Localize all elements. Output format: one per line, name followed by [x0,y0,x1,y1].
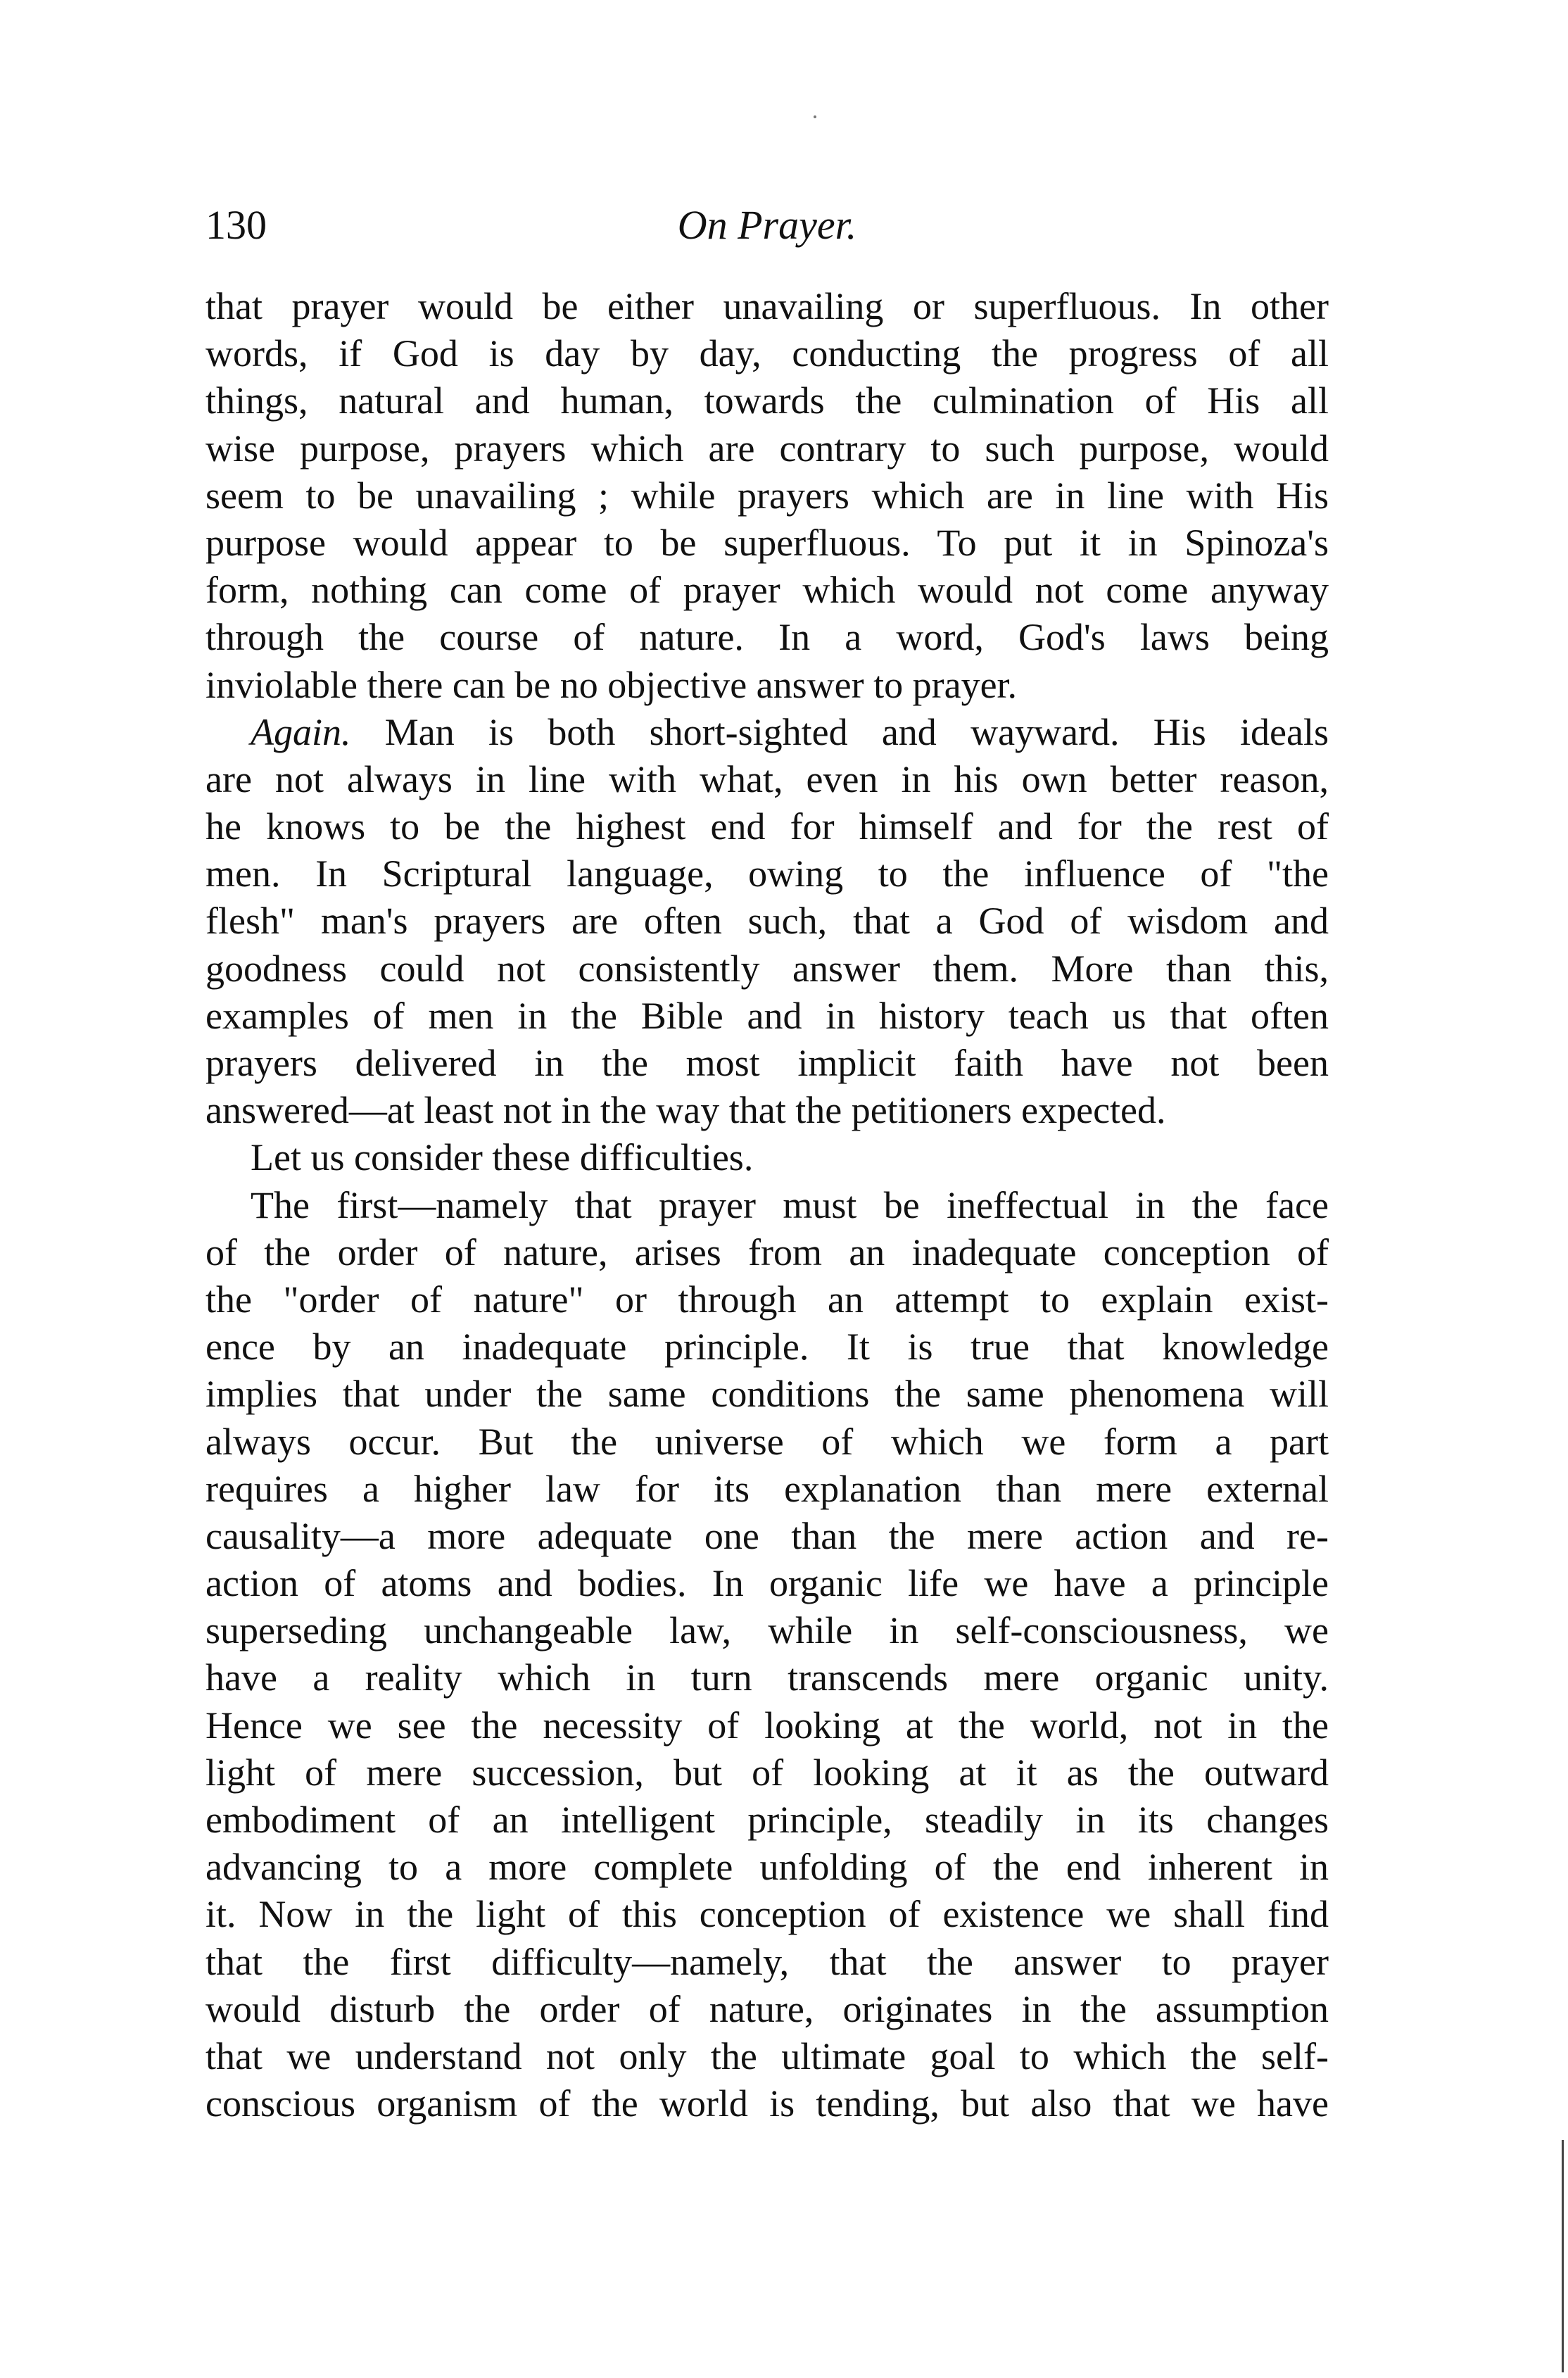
text-line: have a reality which in turn transcends mere organic unity. [206,1656,1329,1699]
text-line: Hence we see the necessity of looking at the world, not in the [206,1704,1329,1747]
text-line: purpose would appear to be superfluous. To put it in Spinoza's [206,521,1329,564]
page-number: 130 [206,202,267,248]
text-line: conscious organism of the world is tending, but also that we have [206,2082,1329,2125]
text-line: of the order of nature, arises from an inadequate conception of [206,1231,1329,1273]
text-line: causality—a more adequate one than the mere action and re- [206,1514,1329,1557]
text-line: would disturb the order of nature, originates in the assumption [206,1987,1329,2030]
running-head [206,199,1329,252]
text-line: the "order of nature" or through an attempt to explain exist- [206,1278,1329,1321]
text-line: light of mere succession, but of looking at it as the outward [206,1751,1329,1794]
text-line: goodness could not consistently answer them. More than this, [206,947,1329,990]
body-text [206,283,1329,2127]
text-line: men. In Scriptural language, owing to the influence of "the [206,853,1329,895]
lead-word-again: Again. [251,710,351,753]
text-line: prayers delivered in the most implicit faith have not been [206,1042,1329,1084]
text-line: always occur. But the universe of which we form a part [206,1420,1329,1463]
text-line: flesh" man's prayers are often such, that a God of wisdom and [206,900,1329,943]
text-line-rest: Man is both short-sighted and wayward. His ideals [384,710,1329,753]
running-title: On Prayer. [677,202,857,248]
text-line: requires a higher law for its explanation than mere external [206,1467,1329,1510]
text-line: that prayer would be either unavailing or superfluous. In other [206,285,1329,327]
text-line: embodiment of an intelligent principle, steadily in its changes [206,1799,1329,1841]
text-line: answered—at least not in the way that the petitioners expected. [206,1089,1166,1132]
paragraph-start-line [206,709,1329,756]
text-line: wise purpose, prayers which are contrary to such purpose, would [206,427,1329,470]
text-line: it. Now in the light of this conception of existence we shall find [206,1893,1329,1936]
text-line: inviolable there can be no objective answer to prayer. [206,663,1018,706]
text-line: advancing to a more complete unfolding of the end inherent in [206,1846,1329,1889]
text-line: form, nothing can come of prayer which would not come anyway [206,569,1329,612]
text-line: that we understand not only the ultimate goal to which the self- [206,2034,1329,2077]
text-line: examples of men in the Bible and in history teach us that often [206,994,1329,1037]
text-line: he knows to be the highest end for himself and for the rest of [206,805,1329,848]
scan-edge-mark [1562,2140,1564,2372]
text-line: words, if God is day by day, conducting the progress of all [206,332,1329,375]
text-line: action of atoms and bodies. In organic life we have a principle [206,1562,1329,1605]
text-line: that the first difficulty—namely, that the answer to prayer [206,1940,1329,1983]
text-line: through the course of nature. In a word, God's laws being [206,616,1329,659]
text-line: superseding unchangeable law, while in self-consciousness, we [206,1609,1329,1652]
paragraph-start-line: The first—namely that prayer must be ineffectual in the face [251,1183,1329,1226]
text-line: things, natural and human, towards the culmination of His all [206,379,1329,422]
scan-speck [814,115,816,118]
text-line: are not always in line with what, even in his own better reason, [206,757,1329,800]
text-line: implies that under the same conditions the same phenomena will [206,1373,1329,1416]
text-line: ence by an inadequate principle. It is true that knowledge [206,1326,1329,1369]
paragraph-start-line: Let us consider these difficulties. [251,1136,754,1179]
text-line: seem to be unavailing ; while prayers which are in line with His [206,474,1329,517]
